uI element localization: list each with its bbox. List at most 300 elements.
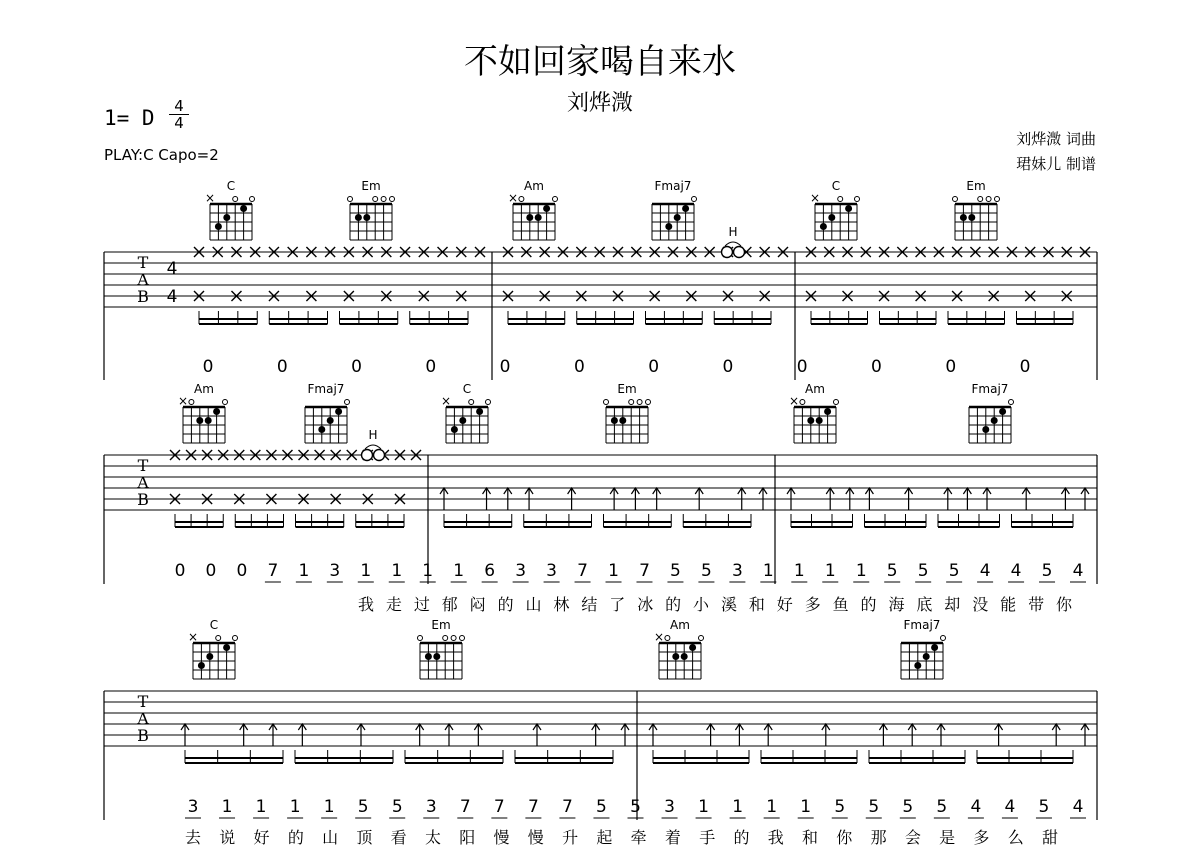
lyric-char: 起 bbox=[596, 828, 613, 847]
finger-dot bbox=[433, 653, 440, 660]
lyric-char: 郁 bbox=[441, 595, 458, 614]
chord-diagram bbox=[789, 382, 839, 443]
chord-diagram bbox=[305, 382, 350, 443]
lyric-char: 结 bbox=[581, 595, 598, 614]
open-string-dot bbox=[381, 197, 386, 202]
finger-dot bbox=[223, 214, 230, 221]
open-string-mark bbox=[362, 450, 373, 461]
lyric-char: 没 bbox=[972, 595, 989, 614]
finger-dot bbox=[682, 205, 689, 212]
finger-dot bbox=[215, 223, 222, 230]
jianpu-note: 5 bbox=[834, 797, 846, 817]
lyric-char: 和 bbox=[748, 595, 765, 614]
finger-dot bbox=[674, 214, 681, 221]
open-string-dot bbox=[460, 636, 465, 641]
open-string-dot bbox=[699, 636, 704, 641]
mute-mark: × bbox=[788, 394, 800, 408]
jianpu-note: 0 bbox=[276, 357, 288, 377]
open-string-dot bbox=[469, 400, 474, 405]
jianpu-note: 7 bbox=[527, 797, 539, 817]
beam-group bbox=[405, 750, 503, 763]
finger-dot bbox=[451, 426, 458, 433]
chord-name: C bbox=[462, 382, 472, 396]
chord-diagram bbox=[188, 618, 238, 679]
jianpu-note: 0 bbox=[648, 357, 660, 377]
jianpu-note: 1 bbox=[793, 561, 805, 581]
lyric-char: 手 bbox=[699, 828, 716, 847]
lyric-char: 那 bbox=[870, 828, 887, 847]
finger-dot bbox=[999, 408, 1006, 415]
lyric-char: 闷 bbox=[469, 595, 486, 614]
jianpu-note: 1 bbox=[732, 797, 744, 817]
jianpu-note: 1 bbox=[855, 561, 867, 581]
open-string-dot bbox=[1009, 400, 1014, 405]
beam-group bbox=[235, 514, 283, 527]
jianpu-note: 3 bbox=[546, 561, 558, 581]
lyric-char: 带 bbox=[1028, 595, 1045, 614]
finger-dot bbox=[459, 417, 466, 424]
play-capo-info: PLAY:C Capo=2 bbox=[104, 146, 219, 164]
key-signature: 1= D bbox=[104, 106, 155, 130]
chord-name: Am bbox=[524, 179, 544, 193]
jianpu-note: 1 bbox=[762, 561, 774, 581]
finger-dot bbox=[914, 662, 921, 669]
beam-group bbox=[653, 750, 749, 763]
open-string-dot bbox=[443, 636, 448, 641]
jianpu-note: 1 bbox=[608, 561, 619, 581]
beam-group bbox=[410, 311, 468, 324]
finger-dot bbox=[476, 408, 483, 415]
jianpu-note: 3 bbox=[515, 561, 527, 581]
finger-dot bbox=[526, 214, 533, 221]
finger-dot bbox=[828, 214, 835, 221]
jianpu-note: 5 bbox=[936, 797, 948, 817]
jianpu-note: 7 bbox=[459, 797, 471, 817]
mute-mark: × bbox=[809, 191, 821, 205]
jianpu-note: 1 bbox=[766, 797, 778, 817]
lyric-char: 山 bbox=[525, 595, 542, 614]
lyric-char: 冰 bbox=[637, 595, 654, 614]
jianpu-note: 5 bbox=[917, 561, 929, 581]
finger-dot bbox=[807, 417, 814, 424]
mute-mark: × bbox=[507, 191, 519, 205]
finger-dot bbox=[820, 223, 827, 230]
lyric-char: 和 bbox=[802, 828, 819, 847]
beam-group bbox=[296, 514, 344, 527]
beam-group bbox=[948, 311, 1005, 324]
open-string-dot bbox=[629, 400, 634, 405]
chord-diagram bbox=[508, 179, 558, 240]
finger-dot bbox=[327, 417, 334, 424]
jianpu-note: 3 bbox=[187, 797, 199, 817]
beam-group bbox=[269, 311, 327, 324]
hammer-on-arc bbox=[725, 242, 741, 246]
jianpu-note: 5 bbox=[391, 797, 403, 817]
lyric-char: 太 bbox=[424, 828, 441, 847]
jianpu-note: 1 bbox=[824, 561, 836, 581]
beam-group bbox=[340, 311, 398, 324]
chord-diagram bbox=[901, 618, 946, 679]
finger-dot bbox=[425, 653, 432, 660]
beam-group bbox=[683, 514, 751, 527]
lyric-char: 溪 bbox=[720, 595, 737, 614]
jianpu-note: 1 bbox=[422, 561, 434, 581]
jianpu-note: 1 bbox=[221, 797, 233, 817]
open-string-dot bbox=[233, 636, 238, 641]
jianpu-note: 4 bbox=[970, 797, 982, 817]
chord-name: C bbox=[831, 179, 841, 193]
lyric-char: 看 bbox=[390, 828, 407, 847]
jianpu-note: 5 bbox=[1038, 797, 1050, 817]
lyric-char: 你 bbox=[836, 828, 853, 847]
lyric-char: 能 bbox=[1000, 595, 1017, 614]
lyric-char: 山 bbox=[322, 828, 339, 847]
finger-dot bbox=[335, 408, 342, 415]
chord-name: Em bbox=[617, 382, 637, 396]
open-string-dot bbox=[373, 197, 378, 202]
jianpu-note: 5 bbox=[357, 797, 369, 817]
finger-dot bbox=[923, 653, 930, 660]
finger-dot bbox=[535, 214, 542, 221]
jianpu-note: 1 bbox=[391, 561, 403, 581]
jianpu-note: 4 bbox=[1072, 797, 1084, 817]
finger-dot bbox=[543, 205, 550, 212]
lyric-char: 好 bbox=[776, 595, 793, 614]
jianpu-note: 0 bbox=[573, 357, 585, 377]
beam-group bbox=[444, 514, 512, 527]
lyric-char: 慢 bbox=[527, 828, 544, 847]
finger-dot bbox=[931, 644, 938, 651]
tab-time-bottom: 4 bbox=[166, 287, 178, 307]
lyric-char: 是 bbox=[939, 828, 956, 847]
time-signature-bottom: 4 bbox=[174, 114, 184, 132]
beam-group bbox=[865, 514, 927, 527]
mute-mark: × bbox=[653, 630, 665, 644]
chord-diagram bbox=[348, 179, 395, 240]
open-string-dot bbox=[986, 197, 991, 202]
open-string-mark bbox=[722, 247, 733, 258]
chord-diagram bbox=[652, 179, 697, 240]
finger-dot bbox=[206, 653, 213, 660]
jianpu-note: 7 bbox=[577, 561, 588, 581]
open-string-dot bbox=[692, 197, 697, 202]
mute-mark: × bbox=[204, 191, 216, 205]
jianpu-note: 0 bbox=[351, 357, 362, 377]
beam-group bbox=[1012, 514, 1074, 527]
chord-name: Fmaj7 bbox=[307, 382, 345, 396]
chord-diagram bbox=[654, 618, 704, 679]
open-string-dot bbox=[834, 400, 839, 405]
jianpu-note: 5 bbox=[700, 561, 712, 581]
open-string-dot bbox=[553, 197, 558, 202]
jianpu-note: 0 bbox=[236, 561, 248, 581]
chord-diagram bbox=[441, 382, 491, 443]
finger-dot bbox=[355, 214, 362, 221]
jianpu-note: 1 bbox=[255, 797, 267, 817]
lyric-char: 的 bbox=[860, 595, 877, 614]
jianpu-note: 4 bbox=[1010, 561, 1022, 581]
tab-letter: A bbox=[137, 270, 149, 289]
lyric-char: 么 bbox=[1007, 828, 1024, 847]
beam-group bbox=[1017, 311, 1074, 324]
open-string-dot bbox=[250, 197, 255, 202]
jianpu-note: 0 bbox=[945, 357, 957, 377]
jianpu-note: 1 bbox=[360, 561, 372, 581]
jianpu-note: 4 bbox=[1072, 561, 1084, 581]
beam-group bbox=[508, 311, 565, 324]
open-string-dot bbox=[233, 197, 238, 202]
open-string-dot bbox=[800, 400, 805, 405]
open-string-dot bbox=[953, 197, 958, 202]
open-string-dot bbox=[216, 636, 221, 641]
beam-group bbox=[175, 514, 223, 527]
finger-dot bbox=[816, 417, 823, 424]
chord-name: Am bbox=[670, 618, 690, 632]
tab-letter: B bbox=[137, 490, 149, 509]
jianpu-note: 1 bbox=[289, 797, 301, 817]
finger-dot bbox=[665, 223, 672, 230]
open-string-mark bbox=[374, 450, 385, 461]
chord-name: Em bbox=[431, 618, 451, 632]
jianpu-note: 1 bbox=[800, 797, 812, 817]
jianpu-note: 5 bbox=[630, 797, 641, 817]
finger-dot bbox=[672, 653, 679, 660]
tab-system-1 bbox=[104, 179, 1097, 380]
jianpu-note: 6 bbox=[484, 561, 496, 581]
jianpu-note: 5 bbox=[670, 561, 681, 581]
jianpu-note: 0 bbox=[871, 357, 882, 377]
tab-letter: B bbox=[137, 287, 149, 306]
finger-dot bbox=[982, 426, 989, 433]
open-string-dot bbox=[189, 400, 194, 405]
jianpu-note: 0 bbox=[205, 561, 217, 581]
lyric-char: 走 bbox=[385, 595, 402, 614]
jianpu-note: 7 bbox=[639, 561, 650, 581]
lyric-char: 底 bbox=[916, 595, 933, 614]
finger-dot bbox=[223, 644, 230, 651]
open-string-dot bbox=[941, 636, 946, 641]
lyric-char: 海 bbox=[888, 595, 905, 614]
jianpu-note: 4 bbox=[1004, 797, 1016, 817]
lyric-char: 多 bbox=[804, 595, 821, 614]
open-string-dot bbox=[995, 197, 1000, 202]
beam-group bbox=[869, 750, 965, 763]
lyric-char: 说 bbox=[219, 828, 236, 847]
jianpu-note: 7 bbox=[267, 561, 279, 581]
beam-group bbox=[185, 750, 283, 763]
tab-letter: T bbox=[137, 692, 149, 711]
time-signature-top: 4 bbox=[169, 98, 189, 115]
finger-dot bbox=[845, 205, 852, 212]
jianpu-note: 0 bbox=[202, 357, 214, 377]
hammer-on-label: H bbox=[368, 428, 378, 442]
jianpu-note: 0 bbox=[425, 357, 437, 377]
finger-dot bbox=[991, 417, 998, 424]
beam-group bbox=[880, 311, 937, 324]
open-string-dot bbox=[646, 400, 651, 405]
jianpu-note: 7 bbox=[493, 797, 505, 817]
jianpu-note: 5 bbox=[902, 797, 914, 817]
chord-diagram bbox=[969, 382, 1014, 443]
beam-group bbox=[791, 514, 853, 527]
open-string-dot bbox=[838, 197, 843, 202]
chord-name: Am bbox=[805, 382, 825, 396]
open-string-dot bbox=[451, 636, 456, 641]
jianpu-note: 0 bbox=[796, 357, 808, 377]
lyric-char: 的 bbox=[733, 828, 750, 847]
finger-dot bbox=[681, 653, 688, 660]
finger-dot bbox=[240, 205, 247, 212]
jianpu-note: 3 bbox=[329, 561, 341, 581]
jianpu-note: 0 bbox=[499, 357, 511, 377]
hammer-on-arc bbox=[365, 445, 381, 449]
jianpu-note: 4 bbox=[979, 561, 991, 581]
open-string-dot bbox=[486, 400, 491, 405]
beam-group bbox=[199, 311, 257, 324]
beam-group bbox=[515, 750, 613, 763]
jianpu-note: 7 bbox=[562, 797, 573, 817]
tab-letter: T bbox=[137, 253, 149, 272]
jianpu-note: 0 bbox=[174, 561, 186, 581]
tab-letter: T bbox=[137, 456, 149, 475]
open-string-dot bbox=[978, 197, 983, 202]
chord-diagram bbox=[810, 179, 860, 240]
open-string-dot bbox=[345, 400, 350, 405]
open-string-mark bbox=[734, 247, 745, 258]
beam-group bbox=[938, 514, 1000, 527]
open-string-dot bbox=[665, 636, 670, 641]
tab-letter: A bbox=[137, 709, 149, 728]
jianpu-note: 1 bbox=[698, 797, 709, 817]
lyric-char: 去 bbox=[184, 828, 202, 847]
beam-group bbox=[977, 750, 1073, 763]
chord-diagram bbox=[604, 382, 651, 443]
tab-time-top: 4 bbox=[166, 259, 178, 279]
lyric-char: 着 bbox=[664, 828, 681, 847]
lyric-char: 我 bbox=[357, 595, 375, 614]
chord-name: Fmaj7 bbox=[654, 179, 692, 193]
finger-dot bbox=[205, 417, 212, 424]
chord-diagram bbox=[205, 179, 255, 240]
lyric-char: 鱼 bbox=[832, 595, 849, 614]
artist-name: 刘烨溦 bbox=[566, 91, 633, 116]
mute-mark: × bbox=[177, 394, 189, 408]
finger-dot bbox=[968, 214, 975, 221]
lyric-char: 甜 bbox=[1041, 828, 1059, 847]
jianpu-note: 5 bbox=[948, 561, 960, 581]
chord-diagram bbox=[953, 179, 1000, 240]
finger-dot bbox=[611, 417, 618, 424]
lyric-char: 的 bbox=[287, 828, 304, 847]
beam-group bbox=[714, 311, 771, 324]
chord-name: Fmaj7 bbox=[971, 382, 1009, 396]
jianpu-note: 5 bbox=[868, 797, 880, 817]
jianpu-note: 1 bbox=[323, 797, 335, 817]
lyric-char: 的 bbox=[665, 595, 682, 614]
open-string-dot bbox=[390, 197, 395, 202]
jianpu-note: 0 bbox=[1019, 357, 1031, 377]
finger-dot bbox=[363, 214, 370, 221]
jianpu-note: 0 bbox=[722, 357, 734, 377]
open-string-dot bbox=[223, 400, 228, 405]
chord-name: C bbox=[226, 179, 236, 193]
chord-name: Em bbox=[966, 179, 986, 193]
credit-words-music: 刘烨溦 词曲 bbox=[1016, 130, 1096, 148]
credit-transcriber: 珺妹儿 制谱 bbox=[1016, 155, 1096, 173]
beam-group bbox=[811, 311, 868, 324]
lyric-char: 好 bbox=[253, 828, 270, 847]
lyric-char: 过 bbox=[413, 595, 430, 614]
mute-mark: × bbox=[187, 630, 199, 644]
finger-dot bbox=[960, 214, 967, 221]
beam-group bbox=[646, 311, 703, 324]
beam-group bbox=[524, 514, 592, 527]
jianpu-note: 3 bbox=[425, 797, 437, 817]
chord-diagram bbox=[178, 382, 228, 443]
lyric-char: 我 bbox=[767, 828, 784, 847]
jianpu-note: 5 bbox=[1041, 561, 1053, 581]
lyric-char: 的 bbox=[497, 595, 514, 614]
lyric-char: 林 bbox=[553, 595, 570, 614]
finger-dot bbox=[619, 417, 626, 424]
tab-letter: A bbox=[137, 473, 149, 492]
tab-system-2 bbox=[104, 382, 1097, 614]
finger-dot bbox=[196, 417, 203, 424]
chord-name: C bbox=[209, 618, 219, 632]
beam-group bbox=[604, 514, 672, 527]
lyric-char: 了 bbox=[609, 595, 626, 614]
lyric-char: 小 bbox=[693, 595, 710, 614]
tab-letter: B bbox=[137, 726, 149, 745]
chord-name: Am bbox=[194, 382, 214, 396]
open-string-dot bbox=[855, 197, 860, 202]
beam-group bbox=[295, 750, 393, 763]
open-string-dot bbox=[418, 636, 423, 641]
lyric-char: 慢 bbox=[493, 828, 510, 847]
tab-system-3 bbox=[104, 618, 1097, 847]
lyric-char: 阳 bbox=[459, 828, 476, 847]
finger-dot bbox=[213, 408, 220, 415]
open-string-dot bbox=[604, 400, 609, 405]
beam-group bbox=[577, 311, 634, 324]
mute-mark: × bbox=[440, 394, 452, 408]
lyric-char: 升 bbox=[562, 828, 579, 847]
finger-dot bbox=[689, 644, 696, 651]
open-string-dot bbox=[348, 197, 353, 202]
lyric-char: 却 bbox=[944, 595, 961, 614]
open-string-dot bbox=[519, 197, 524, 202]
jianpu-note: 1 bbox=[298, 561, 310, 581]
beam-group bbox=[356, 514, 404, 527]
open-string-dot bbox=[637, 400, 642, 405]
lyric-char: 多 bbox=[973, 828, 990, 847]
jianpu-note: 3 bbox=[664, 797, 675, 817]
hammer-on-label: H bbox=[728, 225, 738, 239]
jianpu-note: 1 bbox=[453, 561, 465, 581]
finger-dot bbox=[318, 426, 325, 433]
beam-group bbox=[761, 750, 857, 763]
chord-diagram bbox=[418, 618, 465, 679]
finger-dot bbox=[824, 408, 831, 415]
jianpu-note: 3 bbox=[731, 561, 743, 581]
jianpu-note: 5 bbox=[886, 561, 898, 581]
lyric-char: 顶 bbox=[356, 828, 373, 847]
jianpu-note: 5 bbox=[596, 797, 607, 817]
song-title: 不如回家喝自来水 bbox=[464, 42, 736, 82]
lyric-char: 牵 bbox=[630, 828, 647, 847]
lyric-char: 会 bbox=[904, 828, 921, 847]
chord-name: Em bbox=[361, 179, 381, 193]
